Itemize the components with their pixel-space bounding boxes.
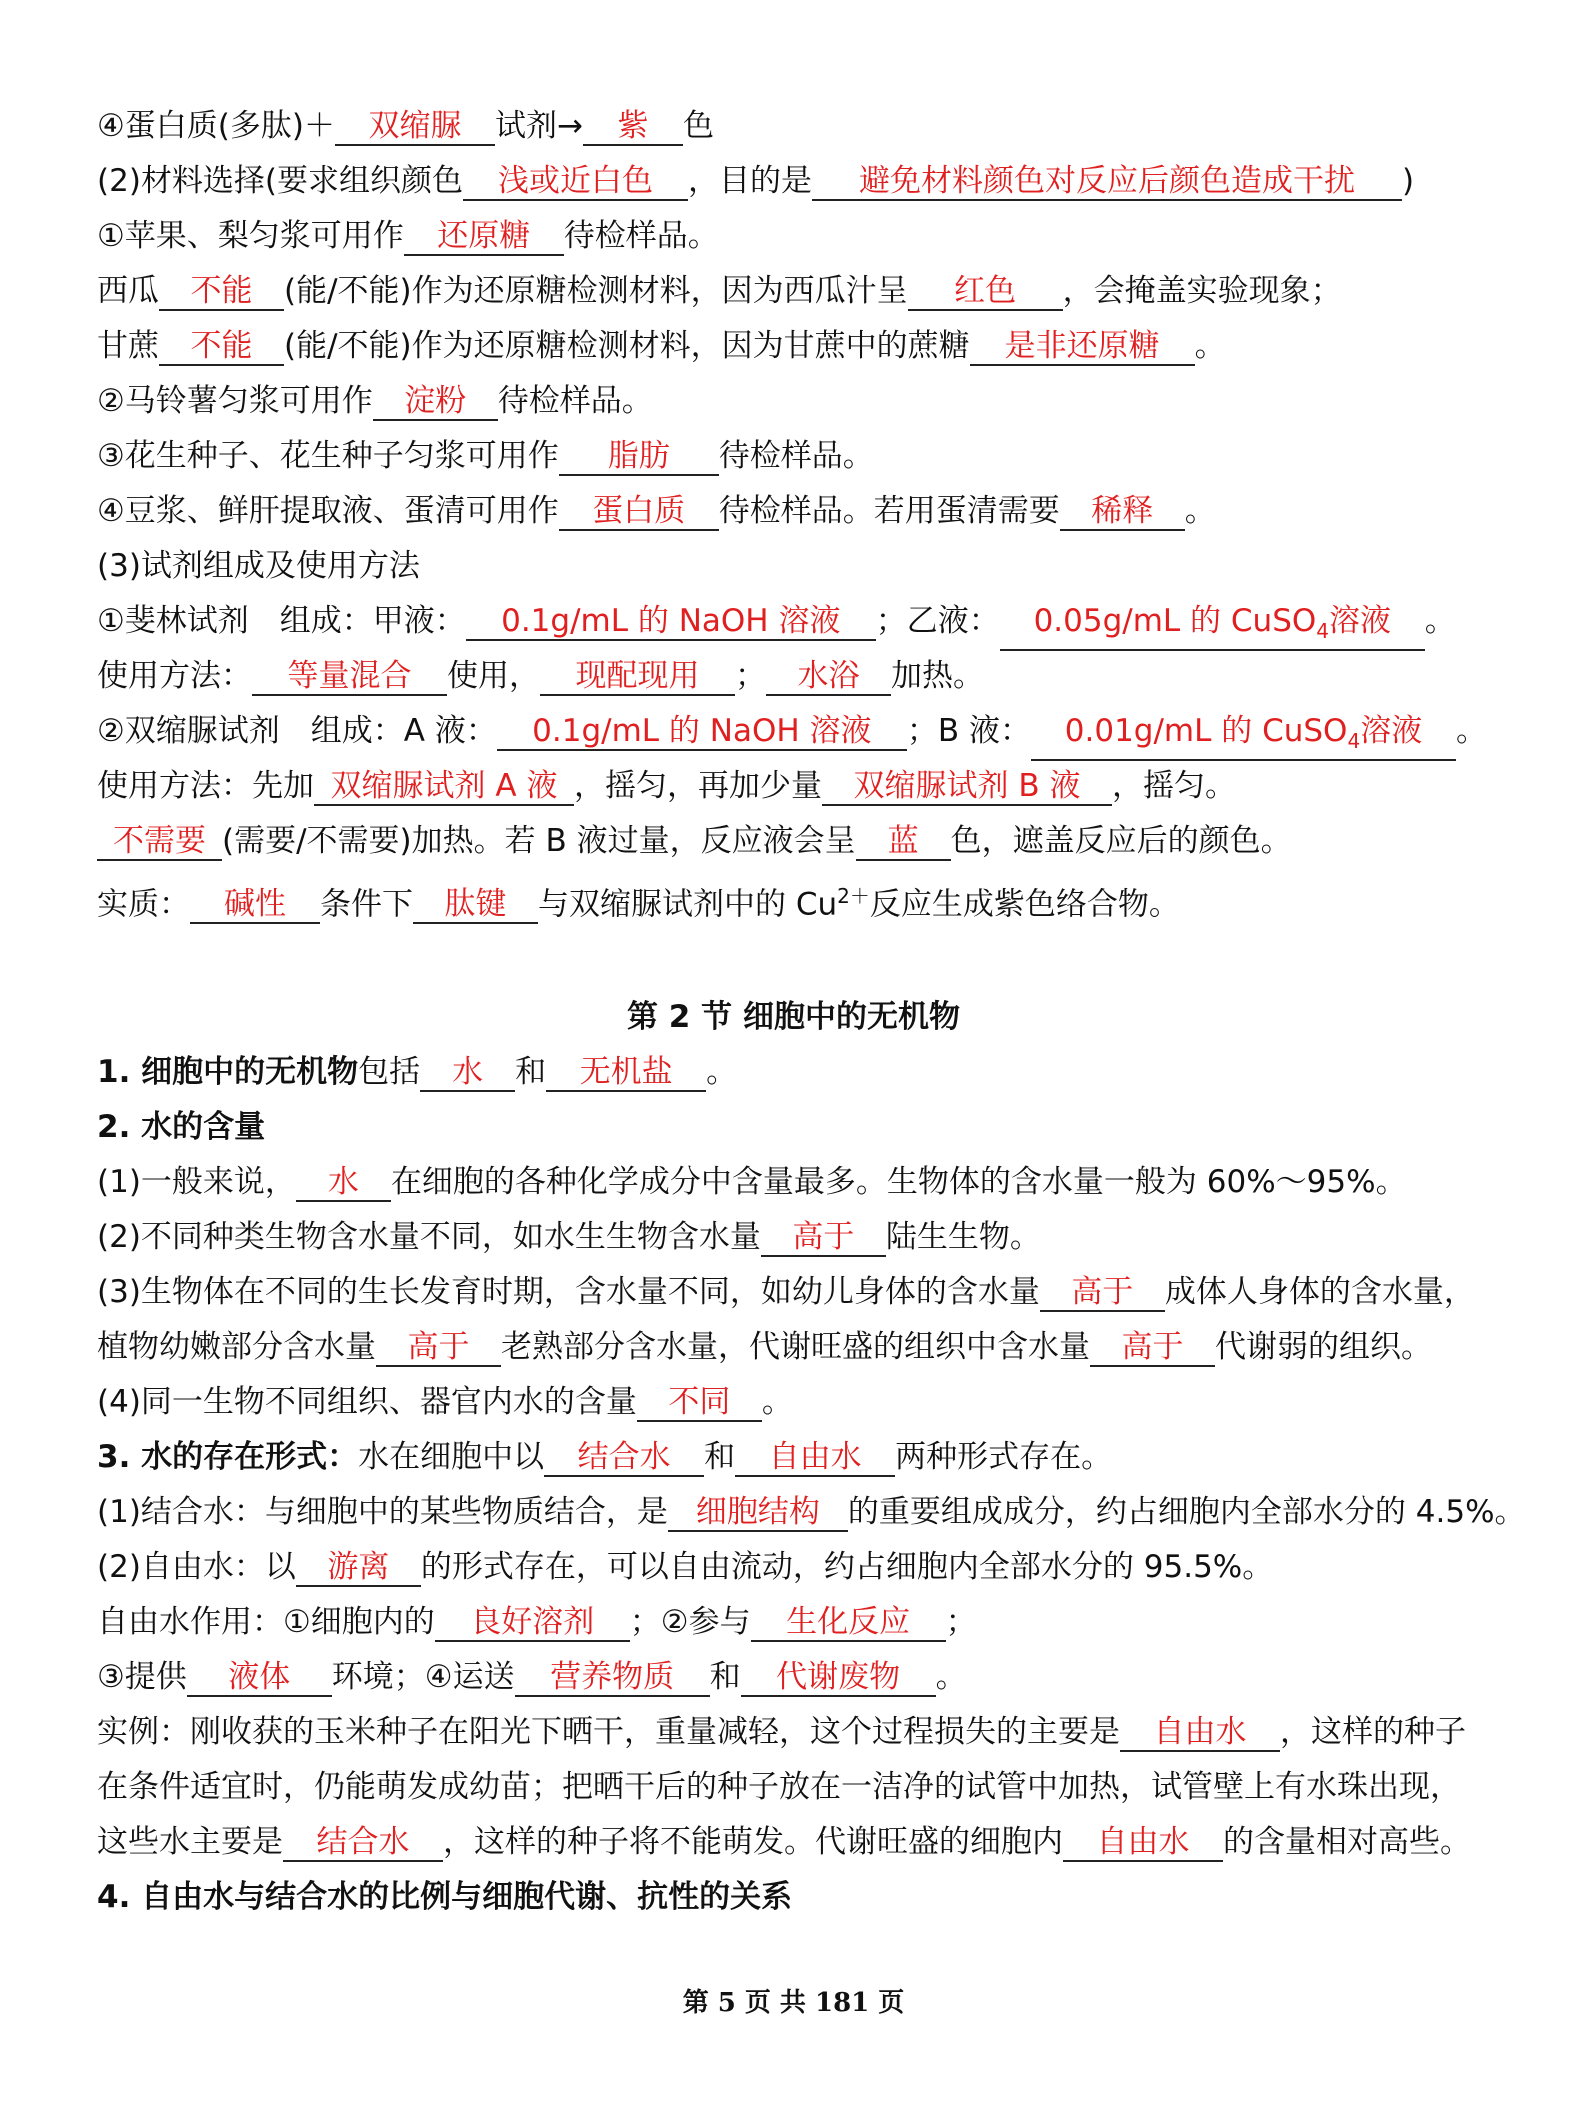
text-line: (1)结合水：与细胞中的某些物质结合，是 细胞结构 的重要组成成分，约占细胞内全部水分的 4.5%。	[97, 1494, 1526, 1530]
answer-blank: 游离	[296, 1549, 421, 1587]
text-line: 4. 自由水与结合水的比例与细胞代谢、抗性的关系	[97, 1879, 793, 1915]
text-line: 实例：刚收获的玉米种子在阳光下晒干，重量减轻，这个过程损失的主要是 自由水 ，这样的种子	[97, 1714, 1466, 1750]
answer-blank: 不需要	[97, 823, 222, 861]
answer-blank: 自由水	[735, 1439, 895, 1477]
answer-blank: 双缩脲试剂 A 液	[314, 768, 574, 806]
answer-blank: 高于	[761, 1219, 886, 1257]
text-line: 实质： 碱性 条件下 肽键 与双缩脲试剂中的 $Cu^{2+}$反应生成紫色络合物。	[97, 884, 1180, 923]
answer-blank: 蛋白质	[559, 493, 719, 531]
text-line: ④蛋白质(多肽)＋ 双缩脲 试剂→ 紫 色	[97, 108, 714, 144]
answer-blank: 蓝	[856, 823, 951, 861]
answer-blank: 现配现用	[540, 658, 735, 696]
page-footer: 第 5 页 共 181 页	[682, 1988, 905, 2018]
answer-blank: 代谢废物	[741, 1659, 936, 1697]
answer-blank: 细胞结构	[668, 1494, 848, 1532]
text-line: ③提供 液体 环境；④运送 营养物质 和 代谢废物 。	[97, 1659, 967, 1695]
answer-blank: 还原糖	[404, 218, 564, 256]
text-line: ④豆浆、鲜肝提取液、蛋清可用作 蛋白质 待检样品。若用蛋清需要 稀释 。	[97, 493, 1216, 529]
text-line: 植物幼嫩部分含水量 高于 老熟部分含水量，代谢旺盛的组织中含水量 高于 代谢弱的组织。	[97, 1329, 1432, 1365]
text-line: 使用方法：先加 双缩脲试剂 A 液 ，摇匀，再加少量 双缩脲试剂 B 液 ，摇匀。	[97, 768, 1236, 804]
answer-blank: 水	[296, 1164, 391, 1202]
text-line: ①苹果、梨匀浆可用作 还原糖 待检样品。	[97, 218, 719, 254]
text-line: ②马铃薯匀浆可用作 淀粉 待检样品。	[97, 383, 653, 419]
answer-blank: 紫	[583, 108, 683, 146]
text-line: ③花生种子、花生种子匀浆可用作 脂肪 待检样品。	[97, 438, 874, 474]
answer-blank: 不能	[159, 273, 284, 311]
answer-blank: 不能	[159, 328, 284, 366]
answer-blank: 0.1g/mL 的 NaOH 溶液	[466, 603, 876, 641]
text-line: 这些水主要是 结合水 ，这样的种子将不能萌发。代谢旺盛的细胞内 自由水 的含量相对高些。	[97, 1824, 1471, 1860]
answer-blank: 双缩脲	[335, 108, 495, 146]
answer-blank: 水浴	[766, 658, 891, 696]
text-line: (2)材料选择(要求组织颜色 浅或近白色 ，目的是 避免材料颜色对反应后颜色造成干扰 )	[97, 163, 1415, 199]
answer-blank: 肽键	[413, 886, 538, 924]
answer-blank: 结合水	[544, 1439, 704, 1477]
answer-blank: 自由水	[1120, 1714, 1280, 1752]
text-line: 2. 水的含量	[97, 1109, 266, 1145]
answer-blank: 浅或近白色	[463, 163, 688, 201]
answer-blank: 脂肪	[559, 438, 719, 476]
answer-blank: 不同	[637, 1384, 762, 1422]
text-line: 使用方法： 等量混合 使用， 现配现用 ； 水浴 加热。	[97, 658, 984, 694]
text-line: (3)生物体在不同的生长发育时期，含水量不同，如幼儿身体的含水量 高于 成体人身体的含水量，	[97, 1274, 1475, 1310]
text-line: (1)一般来说， 水 在细胞的各种化学成分中含量最多。生物体的含水量一般为 60%～95%。	[97, 1164, 1407, 1200]
text-line: 甘蔗 不能 (能/不能)作为还原糖检测材料，因为甘蔗中的蔗糖 是非还原糖 。	[97, 328, 1226, 364]
text-line: 不需要 (需要/不需要)加热。若 B 液过量，反应液会呈 蓝 色，遮盖反应后的颜色。	[97, 821, 1527, 861]
answer-blank: 结合水	[283, 1824, 443, 1862]
answer-blank: 无机盐	[546, 1054, 706, 1092]
answer-blank: 高于	[1040, 1274, 1165, 1312]
text-line: (3)试剂组成及使用方法	[97, 548, 420, 584]
text-line: 在条件适宜时，仍能萌发成幼苗；把晒干后的种子放在一洁净的试管中加热，试管壁上有水珠出现，	[97, 1769, 1461, 1805]
text-line: 西瓜 不能 (能/不能)作为还原糖检测材料，因为西瓜汁呈 红色 ，会掩盖实验现象；	[97, 273, 1342, 309]
answer-blank: 淀粉	[373, 383, 498, 421]
answer-blank: 自由水	[1063, 1824, 1223, 1862]
text-line: (2)不同种类生物含水量不同，如水生生物含水量 高于 陆生生物。	[97, 1219, 1041, 1255]
answer-blank: 红色	[908, 273, 1063, 311]
answer-blank: 0.1g/mL 的 NaOH 溶液	[497, 713, 907, 751]
answer-blank: 营养物质	[515, 1659, 710, 1697]
answer-blank: 双缩脲试剂 B 液	[822, 768, 1112, 806]
text-line: 自由水作用：①细胞内的 良好溶剂 ；②参与 生化反应 ；	[97, 1604, 977, 1640]
answer-blank: 水	[420, 1054, 515, 1092]
text-line: 3. 水的存在形式：水在细胞中以 结合水 和 自由水 两种形式存在。	[97, 1439, 1113, 1475]
answer-blank: 0.01g/mL 的 CuSO$_4$溶液	[1031, 713, 1456, 761]
answer-blank: 避免材料颜色对反应后颜色造成干扰	[812, 163, 1402, 201]
answer-blank: 液体	[187, 1659, 332, 1697]
answer-blank: 高于	[376, 1329, 501, 1367]
answer-blank: 碱性	[190, 886, 320, 924]
text-line: (4)同一生物不同组织、器官内水的含量 不同 。	[97, 1384, 793, 1420]
text-line: (2)自由水：以 游离 的形式存在，可以自由流动，约占细胞内全部水分的 95.5%。	[97, 1549, 1274, 1585]
answer-blank: 生化反应	[751, 1604, 946, 1642]
answer-blank: 0.05g/mL 的 CuSO$_4$溶液	[1000, 603, 1425, 651]
answer-blank: 是非还原糖	[970, 328, 1195, 366]
answer-blank: 等量混合	[252, 658, 447, 696]
section-title: 第 2 节 细胞中的无机物	[627, 999, 960, 1035]
text-line: ①斐林试剂 组成：甲液： 0.1g/mL 的 NaOH 溶液 ；乙液： 0.05g/mL 的 CuSO$_4$溶液 。	[97, 601, 1527, 651]
answer-blank: 良好溶剂	[435, 1604, 630, 1642]
answer-blank: 稀释	[1060, 493, 1185, 531]
text-line: 1. 细胞中的无机物包括 水 和 无机盐 。	[97, 1054, 738, 1090]
answer-blank: 高于	[1090, 1329, 1215, 1367]
text-line: ②双缩脲试剂 组成：A 液： 0.1g/mL 的 NaOH 溶液 ；B 液： 0.01g/mL 的 CuSO$_4$溶液 。	[97, 711, 1527, 761]
